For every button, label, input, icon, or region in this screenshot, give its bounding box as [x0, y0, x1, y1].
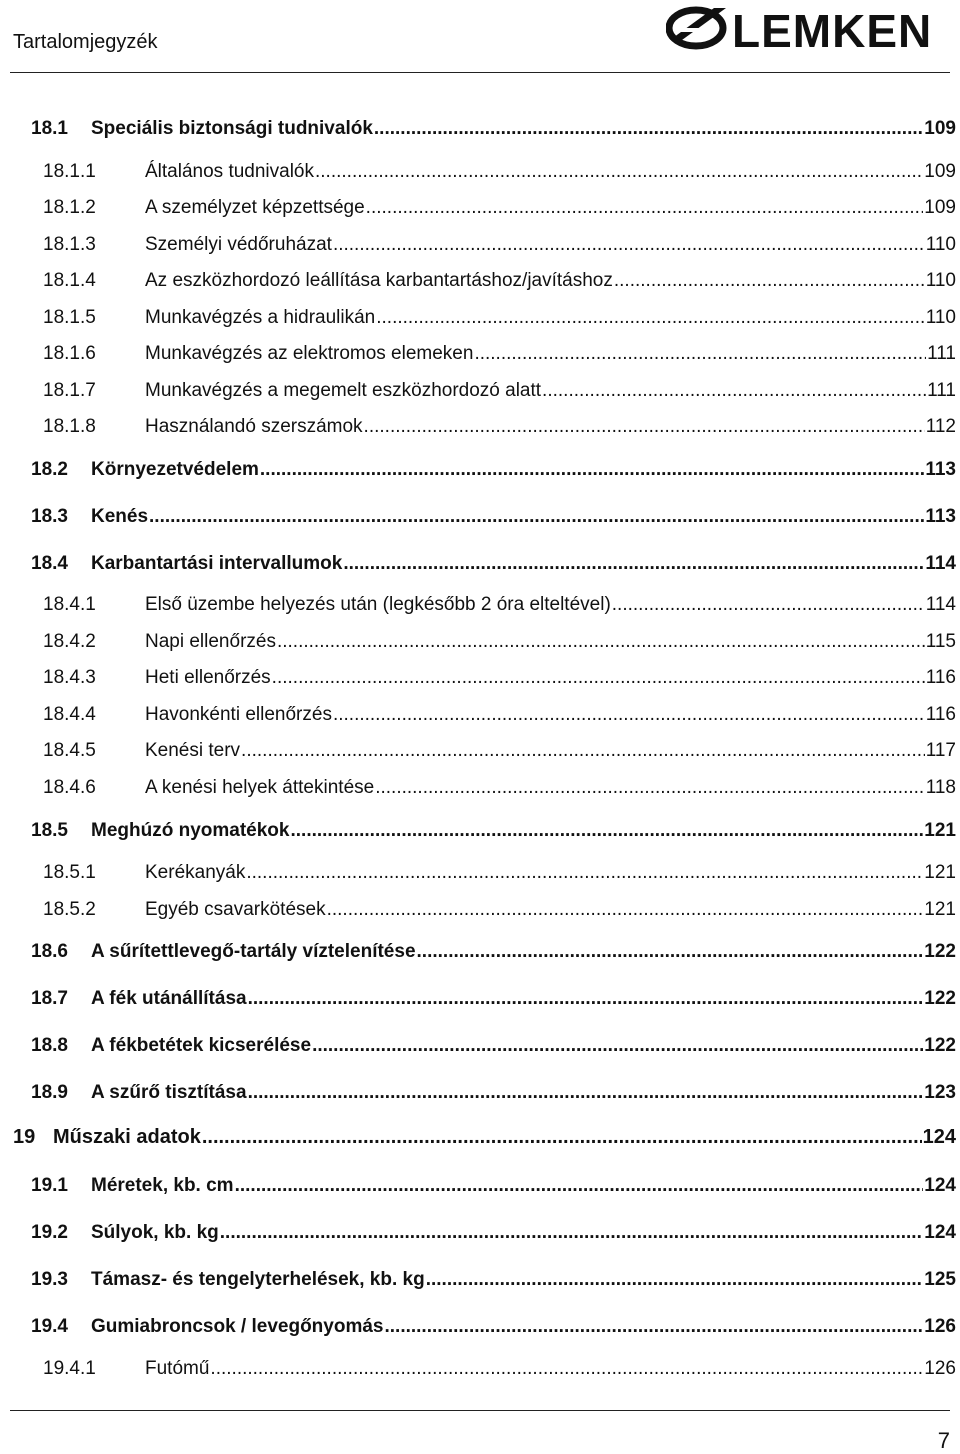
toc-entry-number: 18.5.1: [43, 862, 96, 883]
toc-entry[interactable]: [43, 343, 956, 365]
toc-entry-page: 126: [924, 1316, 956, 1337]
toc-dot-leader: [366, 197, 924, 219]
toc-entry-title: Méretek, kb. cm: [91, 1175, 234, 1196]
toc-entry-page: 110: [925, 270, 956, 291]
page-number: 7: [937, 1428, 950, 1453]
toc-entry[interactable]: [43, 197, 956, 219]
toc-entry-title: Első üzembe helyezés után (legkésőbb 2 óra elteltével): [145, 594, 611, 615]
toc-dot-leader: [333, 704, 925, 726]
toc-entry-title: Használandó szerszámok: [145, 416, 363, 437]
toc-entry[interactable]: [43, 1358, 956, 1380]
toc-entry-number: 19: [13, 1126, 36, 1148]
lemken-emblem-icon: [669, 8, 726, 46]
toc-dot-leader: [248, 1082, 924, 1104]
toc-entry[interactable]: [31, 1082, 956, 1104]
toc-entry[interactable]: [43, 704, 956, 726]
toc-dot-leader: [202, 1126, 922, 1149]
toc-entry-page: 122: [924, 941, 956, 962]
toc-entry[interactable]: [31, 1269, 956, 1291]
toc-dot-leader: [241, 740, 925, 762]
toc-entry-title: Az eszközhordozó leállítása karbantartáshoz/javításhoz: [145, 270, 613, 291]
toc-entry[interactable]: [43, 667, 956, 689]
toc-entry-title: A szűrő tisztítása: [91, 1082, 247, 1103]
toc-entry-title: Kenési terv: [145, 740, 241, 761]
toc-entry-title: Heti ellenőrzés: [145, 667, 271, 688]
toc-entry-number: 18.4.1: [43, 594, 96, 615]
toc-entry[interactable]: [31, 1035, 956, 1057]
toc-entry-page: 116: [925, 704, 956, 725]
toc-entry-number: 18.2: [31, 459, 68, 480]
toc-dot-leader: [327, 899, 924, 921]
toc-dot-leader: [248, 988, 924, 1010]
toc-entry-number: 18.6: [31, 941, 68, 962]
toc-entry[interactable]: [31, 553, 956, 575]
toc-entry-page: 124: [924, 1175, 956, 1196]
toc-entry-number: 18.1.3: [43, 234, 96, 255]
toc-entry[interactable]: [43, 380, 956, 402]
toc-entry-title: Munkavégzés az elektromos elemeken: [145, 343, 474, 364]
toc-entry-number: 19.3: [31, 1269, 68, 1290]
toc-entry-title: A fék utánállítása: [91, 988, 247, 1009]
toc-entry[interactable]: [43, 307, 956, 329]
toc-dot-leader: [384, 1316, 923, 1338]
toc-dot-leader: [333, 234, 925, 256]
toc-entry-page: 109: [924, 197, 956, 218]
toc-dot-leader: [343, 553, 924, 575]
toc-entry-number: 18.4.3: [43, 667, 96, 688]
toc-entry-title: Kenés: [91, 506, 149, 527]
toc-dot-leader: [417, 941, 924, 963]
toc-entry-page: 112: [925, 416, 956, 437]
toc-entry-page: 123: [924, 1082, 956, 1103]
toc-entry-number: 18.5: [31, 820, 68, 841]
toc-entry-number: 19.4.1: [43, 1358, 96, 1379]
toc-entry-number: 18.8: [31, 1035, 68, 1056]
toc-entry-number: 18.4.2: [43, 631, 96, 652]
toc-entry-title: Egyéb csavarkötések: [145, 899, 326, 920]
toc-entry[interactable]: [31, 820, 956, 842]
toc-entry-number: 18.4.5: [43, 740, 96, 761]
toc-entry[interactable]: [43, 594, 956, 616]
toc-dot-leader: [376, 307, 924, 329]
toc-dot-leader: [542, 380, 926, 402]
toc-entry-page: 111: [927, 343, 956, 364]
toc-entry[interactable]: [43, 631, 956, 653]
footer-divider: [10, 1410, 950, 1411]
toc-entry-page: 110: [925, 307, 956, 328]
toc-dot-leader: [312, 1035, 923, 1057]
toc-entry-title: Munkavégzés a hidraulikán: [145, 307, 376, 328]
toc-entry[interactable]: [43, 416, 956, 438]
toc-entry-page: 118: [925, 777, 956, 798]
toc-entry-title: Támasz- és tengelyterhelések, kb. kg: [91, 1269, 425, 1290]
toc-entry[interactable]: [31, 506, 956, 528]
toc-entry-title: Napi ellenőrzés: [145, 631, 276, 652]
toc-dot-leader: [426, 1269, 924, 1291]
toc-dot-leader: [364, 416, 925, 438]
toc-entry[interactable]: [43, 234, 956, 256]
toc-entry-title: Gumiabroncsok / levegőnyomás: [91, 1316, 384, 1337]
toc-entry-page: 116: [925, 667, 956, 688]
toc-entry-page: 121: [924, 899, 956, 920]
toc-entry-title: A személyzet képzettsége: [145, 197, 365, 218]
toc-dot-leader: [210, 1358, 923, 1380]
toc-entry-number: 18.1.6: [43, 343, 96, 364]
lemken-logo: [666, 0, 952, 60]
toc-entry-page: 121: [924, 862, 956, 883]
toc-entry-page: 122: [924, 988, 956, 1009]
toc-dot-leader: [612, 594, 925, 616]
toc-entry-page: 115: [925, 631, 956, 652]
toc-entry-number: 19.2: [31, 1222, 68, 1243]
toc-entry-page: 111: [927, 380, 956, 401]
toc-entry[interactable]: [31, 1316, 956, 1338]
toc-entry-title: Futómű: [145, 1358, 210, 1379]
toc-entry-number: 18.4.6: [43, 777, 96, 798]
toc-entry-number: 18.1.4: [43, 270, 96, 291]
toc-entry-title: Munkavégzés a megemelt eszközhordozó alatt: [145, 380, 542, 401]
toc-entry-page: 114: [925, 553, 956, 574]
toc-entry-title: Karbantartási intervallumok: [91, 553, 343, 574]
toc-dot-leader: [149, 506, 924, 528]
toc-dot-leader: [614, 270, 925, 292]
toc-entry-page: 109: [924, 118, 956, 139]
toc-entry-number: 18.1.2: [43, 197, 96, 218]
toc-entry-number: 18.1: [31, 118, 68, 139]
toc-entry-number: 18.9: [31, 1082, 68, 1103]
toc-entry-number: 18.5.2: [43, 899, 96, 920]
toc-dot-leader: [272, 667, 925, 689]
toc-entry-title: Kerékanyák: [145, 862, 246, 883]
toc-entry-title: Meghúzó nyomatékok: [91, 820, 290, 841]
toc-entry[interactable]: [31, 459, 956, 481]
toc-entry-title: Személyi védőruházat: [145, 234, 332, 255]
toc-entry[interactable]: [43, 862, 956, 884]
toc-entry[interactable]: [31, 988, 956, 1010]
toc-dot-leader: [220, 1222, 924, 1244]
toc-entry[interactable]: [31, 1222, 956, 1244]
toc-dot-leader: [260, 459, 924, 481]
toc-entry-number: 19.1: [31, 1175, 68, 1196]
toc-entry[interactable]: [43, 161, 956, 183]
toc-dot-leader: [246, 862, 923, 884]
toc-entry-page: 114: [925, 594, 956, 615]
toc-entry-number: 18.4.4: [43, 704, 96, 725]
header-divider: [10, 72, 950, 73]
toc-entry[interactable]: [13, 1126, 956, 1149]
toc-entry-page: 124: [924, 1222, 956, 1243]
toc-entry-title: A kenési helyek áttekintése: [145, 777, 375, 798]
toc-entry-title: Általános tudnivalók: [145, 161, 314, 182]
toc-entry[interactable]: [43, 899, 956, 921]
toc-entry-number: 19.4: [31, 1316, 68, 1337]
toc-entry[interactable]: [31, 1175, 956, 1197]
toc-entry-title: Súlyok, kb. kg: [91, 1222, 219, 1243]
lemken-logo-text: LEMKEN: [732, 5, 933, 57]
toc-dot-leader: [235, 1175, 924, 1197]
toc-entry-page: 122: [924, 1035, 956, 1056]
toc-entry-number: 18.7: [31, 988, 68, 1009]
toc-entry-number: 18.1.5: [43, 307, 96, 328]
toc-entry[interactable]: [43, 270, 956, 292]
page-header-title: Tartalomjegyzék: [13, 31, 158, 53]
toc-entry-title: Környezetvédelem: [91, 459, 259, 480]
toc-dot-leader: [374, 118, 923, 140]
toc-dot-leader: [290, 820, 923, 842]
toc-entry-page: 124: [922, 1126, 956, 1148]
toc-dot-leader: [277, 631, 925, 653]
toc-entry[interactable]: [31, 941, 956, 963]
toc-entry-title: Speciális biztonsági tudnivalók: [91, 118, 373, 139]
toc-entry-number: 18.4: [31, 553, 68, 574]
toc-entry-page: 117: [925, 740, 956, 761]
toc-entry-page: 126: [924, 1358, 956, 1379]
toc-dot-leader: [474, 343, 926, 365]
toc-entry-number: 18.1.8: [43, 416, 96, 437]
toc-entry-page: 109: [924, 161, 956, 182]
toc-entry-title: A sűrítettlevegő-tartály víztelenítése: [91, 941, 416, 962]
toc-entry-number: 18.1.1: [43, 161, 96, 182]
toc-entry-title: A fékbetétek kicserélése: [91, 1035, 312, 1056]
toc-entry-page: 121: [924, 820, 956, 841]
toc-entry-title: Műszaki adatok: [53, 1126, 201, 1148]
toc-entry-page: 110: [925, 234, 956, 255]
toc-entry[interactable]: [43, 777, 956, 799]
toc-entry[interactable]: [31, 118, 956, 140]
toc-entry-page: 113: [925, 459, 956, 480]
toc-dot-leader: [315, 161, 923, 183]
toc-entry-number: 18.1.7: [43, 380, 96, 401]
toc-entry-page: 113: [925, 506, 956, 527]
toc-entry-page: 125: [924, 1269, 956, 1290]
toc-dot-leader: [375, 777, 925, 799]
toc-entry-title: Havonkénti ellenőrzés: [145, 704, 332, 725]
toc-entry-number: 18.3: [31, 506, 68, 527]
toc-entry[interactable]: [43, 740, 956, 762]
